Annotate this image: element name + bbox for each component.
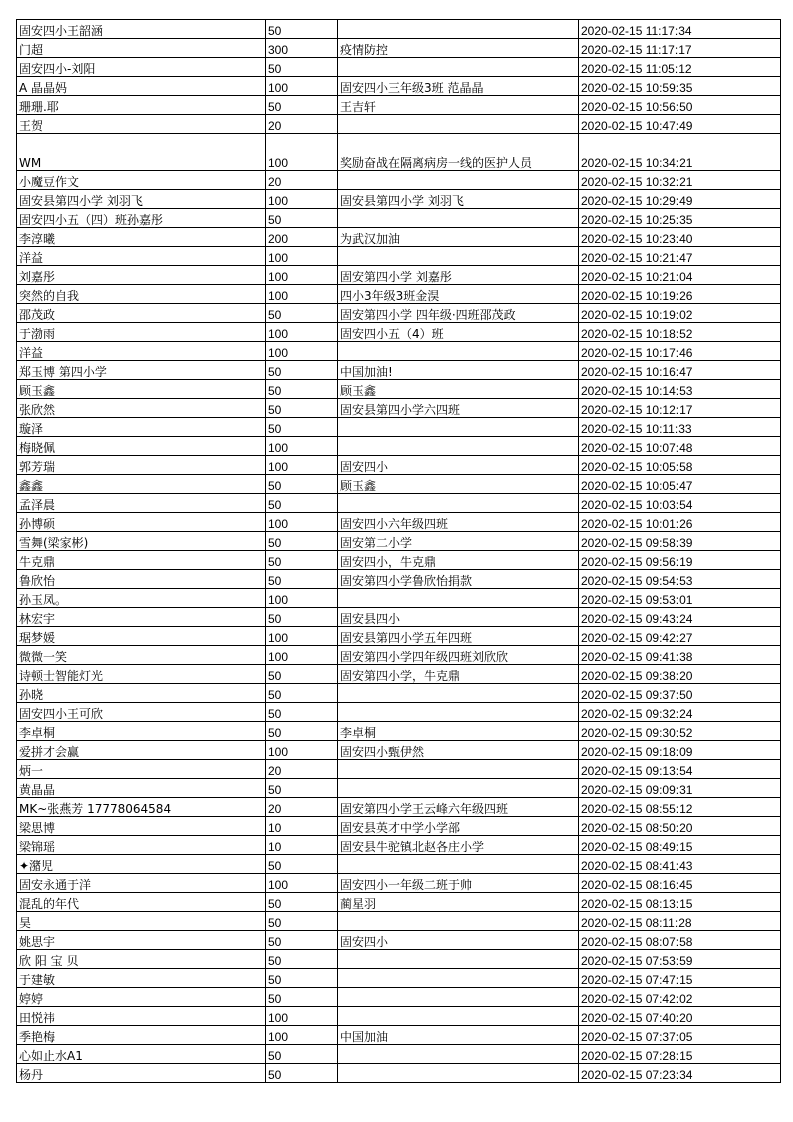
timestamp-cell: 2020-02-15 09:09:31	[579, 779, 781, 798]
amount-cell: 50	[266, 551, 338, 570]
amount-cell: 100	[266, 1007, 338, 1026]
note-cell: 固安四小	[338, 931, 579, 950]
amount-cell: 100	[266, 627, 338, 646]
timestamp-cell: 2020-02-15 08:07:58	[579, 931, 781, 950]
donor-name-cell: MK~张燕芳 17778064584	[17, 798, 266, 817]
table-row	[17, 39, 781, 58]
note-cell: 固安第四小学 刘嘉彤	[338, 266, 579, 285]
note-cell	[338, 437, 579, 456]
amount-cell: 20	[266, 115, 338, 134]
donation-table-body	[17, 20, 781, 1083]
donor-name-cell: 季艳梅	[17, 1026, 266, 1045]
amount-cell: 50	[266, 475, 338, 494]
donor-name-cell: 心如止水A1	[17, 1045, 266, 1064]
table-row	[17, 190, 781, 209]
donor-name-cell: 李卓桐	[17, 722, 266, 741]
note-cell: 李卓桐	[338, 722, 579, 741]
note-cell: 固安县英才中学小学部	[338, 817, 579, 836]
donor-name-cell: 梁思博	[17, 817, 266, 836]
donor-name-cell: 欣 阳 宝 贝	[17, 950, 266, 969]
timestamp-cell: 2020-02-15 10:19:02	[579, 304, 781, 323]
note-cell: 固安县四小	[338, 608, 579, 627]
table-row	[17, 646, 781, 665]
donor-name-cell: 固安四小王韶涵	[17, 20, 266, 39]
donor-name-cell: 郭芳瑞	[17, 456, 266, 475]
timestamp-cell: 2020-02-15 10:12:17	[579, 399, 781, 418]
amount-cell: 50	[266, 855, 338, 874]
amount-cell: 100	[266, 456, 338, 475]
table-row	[17, 950, 781, 969]
donor-name-cell: 璇泽	[17, 418, 266, 437]
table-row	[17, 456, 781, 475]
note-cell: 固安第四小学 四年级·四班邵茂政	[338, 304, 579, 323]
timestamp-cell: 2020-02-15 10:32:21	[579, 171, 781, 190]
timestamp-cell: 2020-02-15 07:47:15	[579, 969, 781, 988]
table-row	[17, 532, 781, 551]
timestamp-cell: 2020-02-15 10:21:47	[579, 247, 781, 266]
amount-cell: 100	[266, 874, 338, 893]
note-cell: 顾玉鑫	[338, 475, 579, 494]
donor-name-cell: 刘嘉彤	[17, 266, 266, 285]
table-row	[17, 58, 781, 77]
timestamp-cell: 2020-02-15 10:17:46	[579, 342, 781, 361]
timestamp-cell: 2020-02-15 07:40:20	[579, 1007, 781, 1026]
timestamp-cell: 2020-02-15 11:17:17	[579, 39, 781, 58]
amount-cell: 50	[266, 722, 338, 741]
table-row	[17, 931, 781, 950]
amount-cell: 50	[266, 988, 338, 1007]
amount-cell: 50	[266, 684, 338, 703]
table-row	[17, 304, 781, 323]
amount-cell: 50	[266, 380, 338, 399]
amount-cell: 50	[266, 570, 338, 589]
amount-cell: 100	[266, 285, 338, 304]
amount-cell: 50	[266, 209, 338, 228]
table-row	[17, 437, 781, 456]
donor-name-cell: 固安永通于洋	[17, 874, 266, 893]
donor-name-cell: 珊珊.耶	[17, 96, 266, 115]
amount-cell: 50	[266, 969, 338, 988]
amount-cell: 50	[266, 1045, 338, 1064]
note-cell	[338, 247, 579, 266]
timestamp-cell: 2020-02-15 09:54:53	[579, 570, 781, 589]
amount-cell: 100	[266, 437, 338, 456]
donor-name-cell: 固安四小五（四）班孙嘉彤	[17, 209, 266, 228]
donor-name-cell: 郑玉博 第四小学	[17, 361, 266, 380]
note-cell	[338, 171, 579, 190]
table-row	[17, 399, 781, 418]
amount-cell: 50	[266, 494, 338, 513]
timestamp-cell: 2020-02-15 09:38:20	[579, 665, 781, 684]
donor-name-cell: 门超	[17, 39, 266, 58]
timestamp-cell: 2020-02-15 09:42:27	[579, 627, 781, 646]
note-cell	[338, 703, 579, 722]
amount-cell: 50	[266, 931, 338, 950]
timestamp-cell: 2020-02-15 07:23:34	[579, 1064, 781, 1083]
note-cell: 蔺星羽	[338, 893, 579, 912]
note-cell	[338, 1064, 579, 1083]
note-cell: 固安第四小学王云峰六年级四班	[338, 798, 579, 817]
note-cell: 固安县牛驼镇北赵各庄小学	[338, 836, 579, 855]
amount-cell: 200	[266, 228, 338, 247]
amount-cell: 50	[266, 665, 338, 684]
amount-cell: 50	[266, 361, 338, 380]
table-row	[17, 722, 781, 741]
note-cell	[338, 969, 579, 988]
timestamp-cell: 2020-02-15 10:59:35	[579, 77, 781, 96]
timestamp-cell: 2020-02-15 10:34:21	[579, 134, 781, 171]
amount-cell: 300	[266, 39, 338, 58]
note-cell: 固安第四小学鲁欣怡捐款	[338, 570, 579, 589]
table-row	[17, 1064, 781, 1083]
donor-name-cell: 洋益	[17, 247, 266, 266]
note-cell: 王吉轩	[338, 96, 579, 115]
note-cell	[338, 912, 579, 931]
table-row	[17, 323, 781, 342]
amount-cell: 50	[266, 1064, 338, 1083]
donor-name-cell: 田悦祎	[17, 1007, 266, 1026]
timestamp-cell: 2020-02-15 11:17:34	[579, 20, 781, 39]
timestamp-cell: 2020-02-15 10:01:26	[579, 513, 781, 532]
timestamp-cell: 2020-02-15 07:37:05	[579, 1026, 781, 1045]
note-cell	[338, 988, 579, 1007]
table-row	[17, 134, 781, 171]
table-row	[17, 209, 781, 228]
table-row	[17, 418, 781, 437]
amount-cell: 100	[266, 513, 338, 532]
table-row	[17, 380, 781, 399]
timestamp-cell: 2020-02-15 10:05:58	[579, 456, 781, 475]
amount-cell: 100	[266, 741, 338, 760]
note-cell	[338, 760, 579, 779]
table-row	[17, 1045, 781, 1064]
timestamp-cell: 2020-02-15 09:56:19	[579, 551, 781, 570]
timestamp-cell: 2020-02-15 07:53:59	[579, 950, 781, 969]
table-row	[17, 817, 781, 836]
table-row	[17, 247, 781, 266]
donor-name-cell: 黄晶晶	[17, 779, 266, 798]
note-cell: 固安第二小学	[338, 532, 579, 551]
note-cell	[338, 1045, 579, 1064]
note-cell: 固安四小六年级四班	[338, 513, 579, 532]
donor-name-cell: 李淳曦	[17, 228, 266, 247]
amount-cell: 100	[266, 1026, 338, 1045]
note-cell: 固安第四小学四年级四班刘欣欣	[338, 646, 579, 665]
amount-cell: 50	[266, 399, 338, 418]
table-row	[17, 703, 781, 722]
note-cell: 固安四小	[338, 456, 579, 475]
amount-cell: 100	[266, 247, 338, 266]
table-row	[17, 96, 781, 115]
donor-name-cell: 雪舞(梁家彬)	[17, 532, 266, 551]
timestamp-cell: 2020-02-15 10:29:49	[579, 190, 781, 209]
amount-cell: 20	[266, 798, 338, 817]
timestamp-cell: 2020-02-15 10:16:47	[579, 361, 781, 380]
table-row	[17, 494, 781, 513]
amount-cell: 20	[266, 760, 338, 779]
table-row	[17, 475, 781, 494]
note-cell	[338, 684, 579, 703]
donor-name-cell: 张欣然	[17, 399, 266, 418]
amount-cell: 100	[266, 134, 338, 171]
timestamp-cell: 2020-02-15 08:55:12	[579, 798, 781, 817]
note-cell: 固安四小甄伊然	[338, 741, 579, 760]
table-row	[17, 627, 781, 646]
timestamp-cell: 2020-02-15 09:30:52	[579, 722, 781, 741]
timestamp-cell: 2020-02-15 07:28:15	[579, 1045, 781, 1064]
donor-name-cell: 孙玉凤。	[17, 589, 266, 608]
amount-cell: 100	[266, 342, 338, 361]
note-cell: 疫情防控	[338, 39, 579, 58]
table-row	[17, 798, 781, 817]
donor-name-cell: 孟泽晨	[17, 494, 266, 513]
note-cell: 为武汉加油	[338, 228, 579, 247]
donor-name-cell: 诗顿士智能灯光	[17, 665, 266, 684]
note-cell: 固安县第四小学五年四班	[338, 627, 579, 646]
timestamp-cell: 2020-02-15 10:23:40	[579, 228, 781, 247]
amount-cell: 50	[266, 950, 338, 969]
note-cell	[338, 1007, 579, 1026]
note-cell: 固安第四小学，牛克鼎	[338, 665, 579, 684]
note-cell: 固安四小五（4）班	[338, 323, 579, 342]
amount-cell: 10	[266, 817, 338, 836]
timestamp-cell: 2020-02-15 10:11:33	[579, 418, 781, 437]
amount-cell: 100	[266, 589, 338, 608]
note-cell	[338, 58, 579, 77]
table-row	[17, 342, 781, 361]
timestamp-cell: 2020-02-15 10:14:53	[579, 380, 781, 399]
timestamp-cell: 2020-02-15 08:16:45	[579, 874, 781, 893]
note-cell: 顾玉鑫	[338, 380, 579, 399]
donation-table	[16, 19, 781, 1083]
table-row	[17, 741, 781, 760]
donor-name-cell: 固安四小-刘阳	[17, 58, 266, 77]
amount-cell: 50	[266, 532, 338, 551]
timestamp-cell: 2020-02-15 10:56:50	[579, 96, 781, 115]
donor-name-cell: 梁锦瑶	[17, 836, 266, 855]
table-row	[17, 570, 781, 589]
amount-cell: 50	[266, 912, 338, 931]
table-row	[17, 171, 781, 190]
note-cell: 中国加油	[338, 1026, 579, 1045]
table-row	[17, 1007, 781, 1026]
note-cell	[338, 342, 579, 361]
timestamp-cell: 2020-02-15 08:11:28	[579, 912, 781, 931]
note-cell: 固安四小一年级二班于帅	[338, 874, 579, 893]
timestamp-cell: 2020-02-15 09:32:24	[579, 703, 781, 722]
table-row	[17, 513, 781, 532]
amount-cell: 20	[266, 171, 338, 190]
timestamp-cell: 2020-02-15 10:07:48	[579, 437, 781, 456]
note-cell	[338, 115, 579, 134]
timestamp-cell: 2020-02-15 10:18:52	[579, 323, 781, 342]
amount-cell: 50	[266, 96, 338, 115]
donor-name-cell: 顾玉鑫	[17, 380, 266, 399]
note-cell	[338, 589, 579, 608]
donor-name-cell: 婷婷	[17, 988, 266, 1007]
note-cell: 固安县第四小学 刘羽飞	[338, 190, 579, 209]
note-cell	[338, 855, 579, 874]
note-cell: 四小3年级3班金淏	[338, 285, 579, 304]
table-row	[17, 665, 781, 684]
amount-cell: 50	[266, 418, 338, 437]
amount-cell: 100	[266, 266, 338, 285]
note-cell: 固安四小三年级3班 范晶晶	[338, 77, 579, 96]
donor-name-cell: 鲁欣怡	[17, 570, 266, 589]
table-row	[17, 361, 781, 380]
timestamp-cell: 2020-02-15 09:58:39	[579, 532, 781, 551]
table-row	[17, 836, 781, 855]
table-row	[17, 266, 781, 285]
timestamp-cell: 2020-02-15 08:49:15	[579, 836, 781, 855]
note-cell	[338, 20, 579, 39]
table-row	[17, 115, 781, 134]
table-row	[17, 1026, 781, 1045]
donor-name-cell: 梅晓佩	[17, 437, 266, 456]
table-row	[17, 77, 781, 96]
donor-name-cell: 牛克鼎	[17, 551, 266, 570]
table-row	[17, 969, 781, 988]
donor-name-cell: 琚梦媛	[17, 627, 266, 646]
donor-name-cell: 昊	[17, 912, 266, 931]
donor-name-cell: 林宏宇	[17, 608, 266, 627]
donor-name-cell: 鑫鑫	[17, 475, 266, 494]
donor-name-cell: 于建敏	[17, 969, 266, 988]
donor-name-cell: 微微一笑	[17, 646, 266, 665]
timestamp-cell: 2020-02-15 10:25:35	[579, 209, 781, 228]
table-row	[17, 760, 781, 779]
amount-cell: 100	[266, 323, 338, 342]
donor-name-cell: 固安县第四小学 刘羽飞	[17, 190, 266, 209]
table-row	[17, 988, 781, 1007]
table-row	[17, 285, 781, 304]
donor-name-cell: 洋益	[17, 342, 266, 361]
timestamp-cell: 2020-02-15 10:21:04	[579, 266, 781, 285]
table-row	[17, 855, 781, 874]
donor-name-cell: 炳一	[17, 760, 266, 779]
table-row	[17, 912, 781, 931]
amount-cell: 50	[266, 20, 338, 39]
timestamp-cell: 2020-02-15 08:41:43	[579, 855, 781, 874]
note-cell	[338, 418, 579, 437]
donor-name-cell: 突然的自我	[17, 285, 266, 304]
donor-name-cell: A 晶晶妈	[17, 77, 266, 96]
donor-name-cell: 姚思宇	[17, 931, 266, 950]
donor-name-cell: 小魔豆作文	[17, 171, 266, 190]
timestamp-cell: 2020-02-15 08:13:15	[579, 893, 781, 912]
amount-cell: 50	[266, 58, 338, 77]
note-cell	[338, 209, 579, 228]
note-cell	[338, 779, 579, 798]
donor-name-cell: 邵茂政	[17, 304, 266, 323]
timestamp-cell: 2020-02-15 11:05:12	[579, 58, 781, 77]
amount-cell: 50	[266, 779, 338, 798]
timestamp-cell: 2020-02-15 09:18:09	[579, 741, 781, 760]
timestamp-cell: 2020-02-15 10:03:54	[579, 494, 781, 513]
table-row	[17, 551, 781, 570]
table-row	[17, 228, 781, 247]
donor-name-cell: 爱拼才会赢	[17, 741, 266, 760]
note-cell: 中国加油!	[338, 361, 579, 380]
donor-name-cell: 固安四小王可欣	[17, 703, 266, 722]
table-row	[17, 589, 781, 608]
note-cell	[338, 494, 579, 513]
amount-cell: 100	[266, 646, 338, 665]
table-row	[17, 608, 781, 627]
note-cell	[338, 950, 579, 969]
donor-name-cell: 孙博硕	[17, 513, 266, 532]
timestamp-cell: 2020-02-15 07:42:02	[579, 988, 781, 1007]
donor-name-cell: ✦潴児	[17, 855, 266, 874]
timestamp-cell: 2020-02-15 09:37:50	[579, 684, 781, 703]
timestamp-cell: 2020-02-15 09:43:24	[579, 608, 781, 627]
table-row	[17, 20, 781, 39]
table-row	[17, 684, 781, 703]
timestamp-cell: 2020-02-15 10:05:47	[579, 475, 781, 494]
donor-name-cell: 王贺	[17, 115, 266, 134]
amount-cell: 100	[266, 77, 338, 96]
table-row	[17, 779, 781, 798]
donor-name-cell: WM	[17, 134, 266, 171]
timestamp-cell: 2020-02-15 10:47:49	[579, 115, 781, 134]
note-cell: 固安县第四小学六四班	[338, 399, 579, 418]
donor-name-cell: 于渤雨	[17, 323, 266, 342]
note-cell: 固安四小，牛克鼎	[338, 551, 579, 570]
donor-name-cell: 混乱的年代	[17, 893, 266, 912]
timestamp-cell: 2020-02-15 09:53:01	[579, 589, 781, 608]
timestamp-cell: 2020-02-15 08:50:20	[579, 817, 781, 836]
amount-cell: 50	[266, 304, 338, 323]
amount-cell: 50	[266, 608, 338, 627]
note-cell: 奖励奋战在隔离病房一线的医护人员	[338, 134, 579, 171]
amount-cell: 50	[266, 893, 338, 912]
table-row	[17, 874, 781, 893]
donor-name-cell: 杨丹	[17, 1064, 266, 1083]
amount-cell: 10	[266, 836, 338, 855]
amount-cell: 100	[266, 190, 338, 209]
timestamp-cell: 2020-02-15 09:41:38	[579, 646, 781, 665]
amount-cell: 50	[266, 703, 338, 722]
timestamp-cell: 2020-02-15 10:19:26	[579, 285, 781, 304]
table-row	[17, 893, 781, 912]
timestamp-cell: 2020-02-15 09:13:54	[579, 760, 781, 779]
donor-name-cell: 孙晓	[17, 684, 266, 703]
